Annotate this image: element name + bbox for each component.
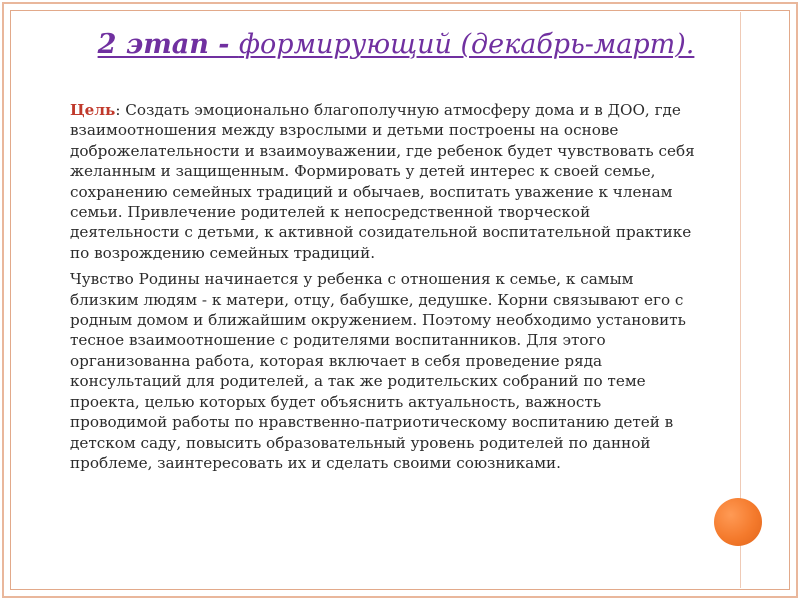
slide-body xyxy=(48,100,698,479)
slide-title-main: формирующий (декабрь-март). xyxy=(238,29,695,60)
slide-title-prefix: 2 этап - xyxy=(97,29,239,60)
goal-text: : Создать эмоционально благополучную атмосферу дома и в ДОО, где взаимоотношения между взрослыми и детьми построены на основе доброжелательности и взаимоуважении, где ребенок будет чувствовать себя желанным и защищенным. Формировать у детей интерес к своей семье, сохранению семейных традиций и обычаев, воспитать уважение к членам семьи. Привлечение родителей к непосредственной творческой деятельности с детьми, к активной созидательной воспитательной практике по возрождению семейных традиций. xyxy=(70,101,695,262)
goal-label: Цель xyxy=(70,101,116,119)
slide-title-text xyxy=(98,29,695,60)
slide-title xyxy=(96,28,696,62)
homeland-text: Чувство Родины начинается у ребенка с отношения к семье, к самым близким людям - к матери, отцу, бабушке, дедушке. Корни связывают его с родным домом и ближайшим окружением. Поэтому необходимо установить тесное взаимоотношение с родителями воспитанников. Для этого организованна работа, которая включает в себя проведение ряда консультаций для родителей, а так же родительских собраний по теме проекта, целью которых будет объяснить актуальность, важность проводимой работы по нравственно-патриотическому воспитанию детей в детском саду, повысить образовательный уровень родителей по данной проблеме, заинтересовать их и сделать своими союзниками. xyxy=(70,270,686,472)
body-paragraph-homeland xyxy=(48,269,698,473)
body-paragraph-goal xyxy=(48,100,698,263)
decorative-orange-circle-icon xyxy=(714,498,762,546)
